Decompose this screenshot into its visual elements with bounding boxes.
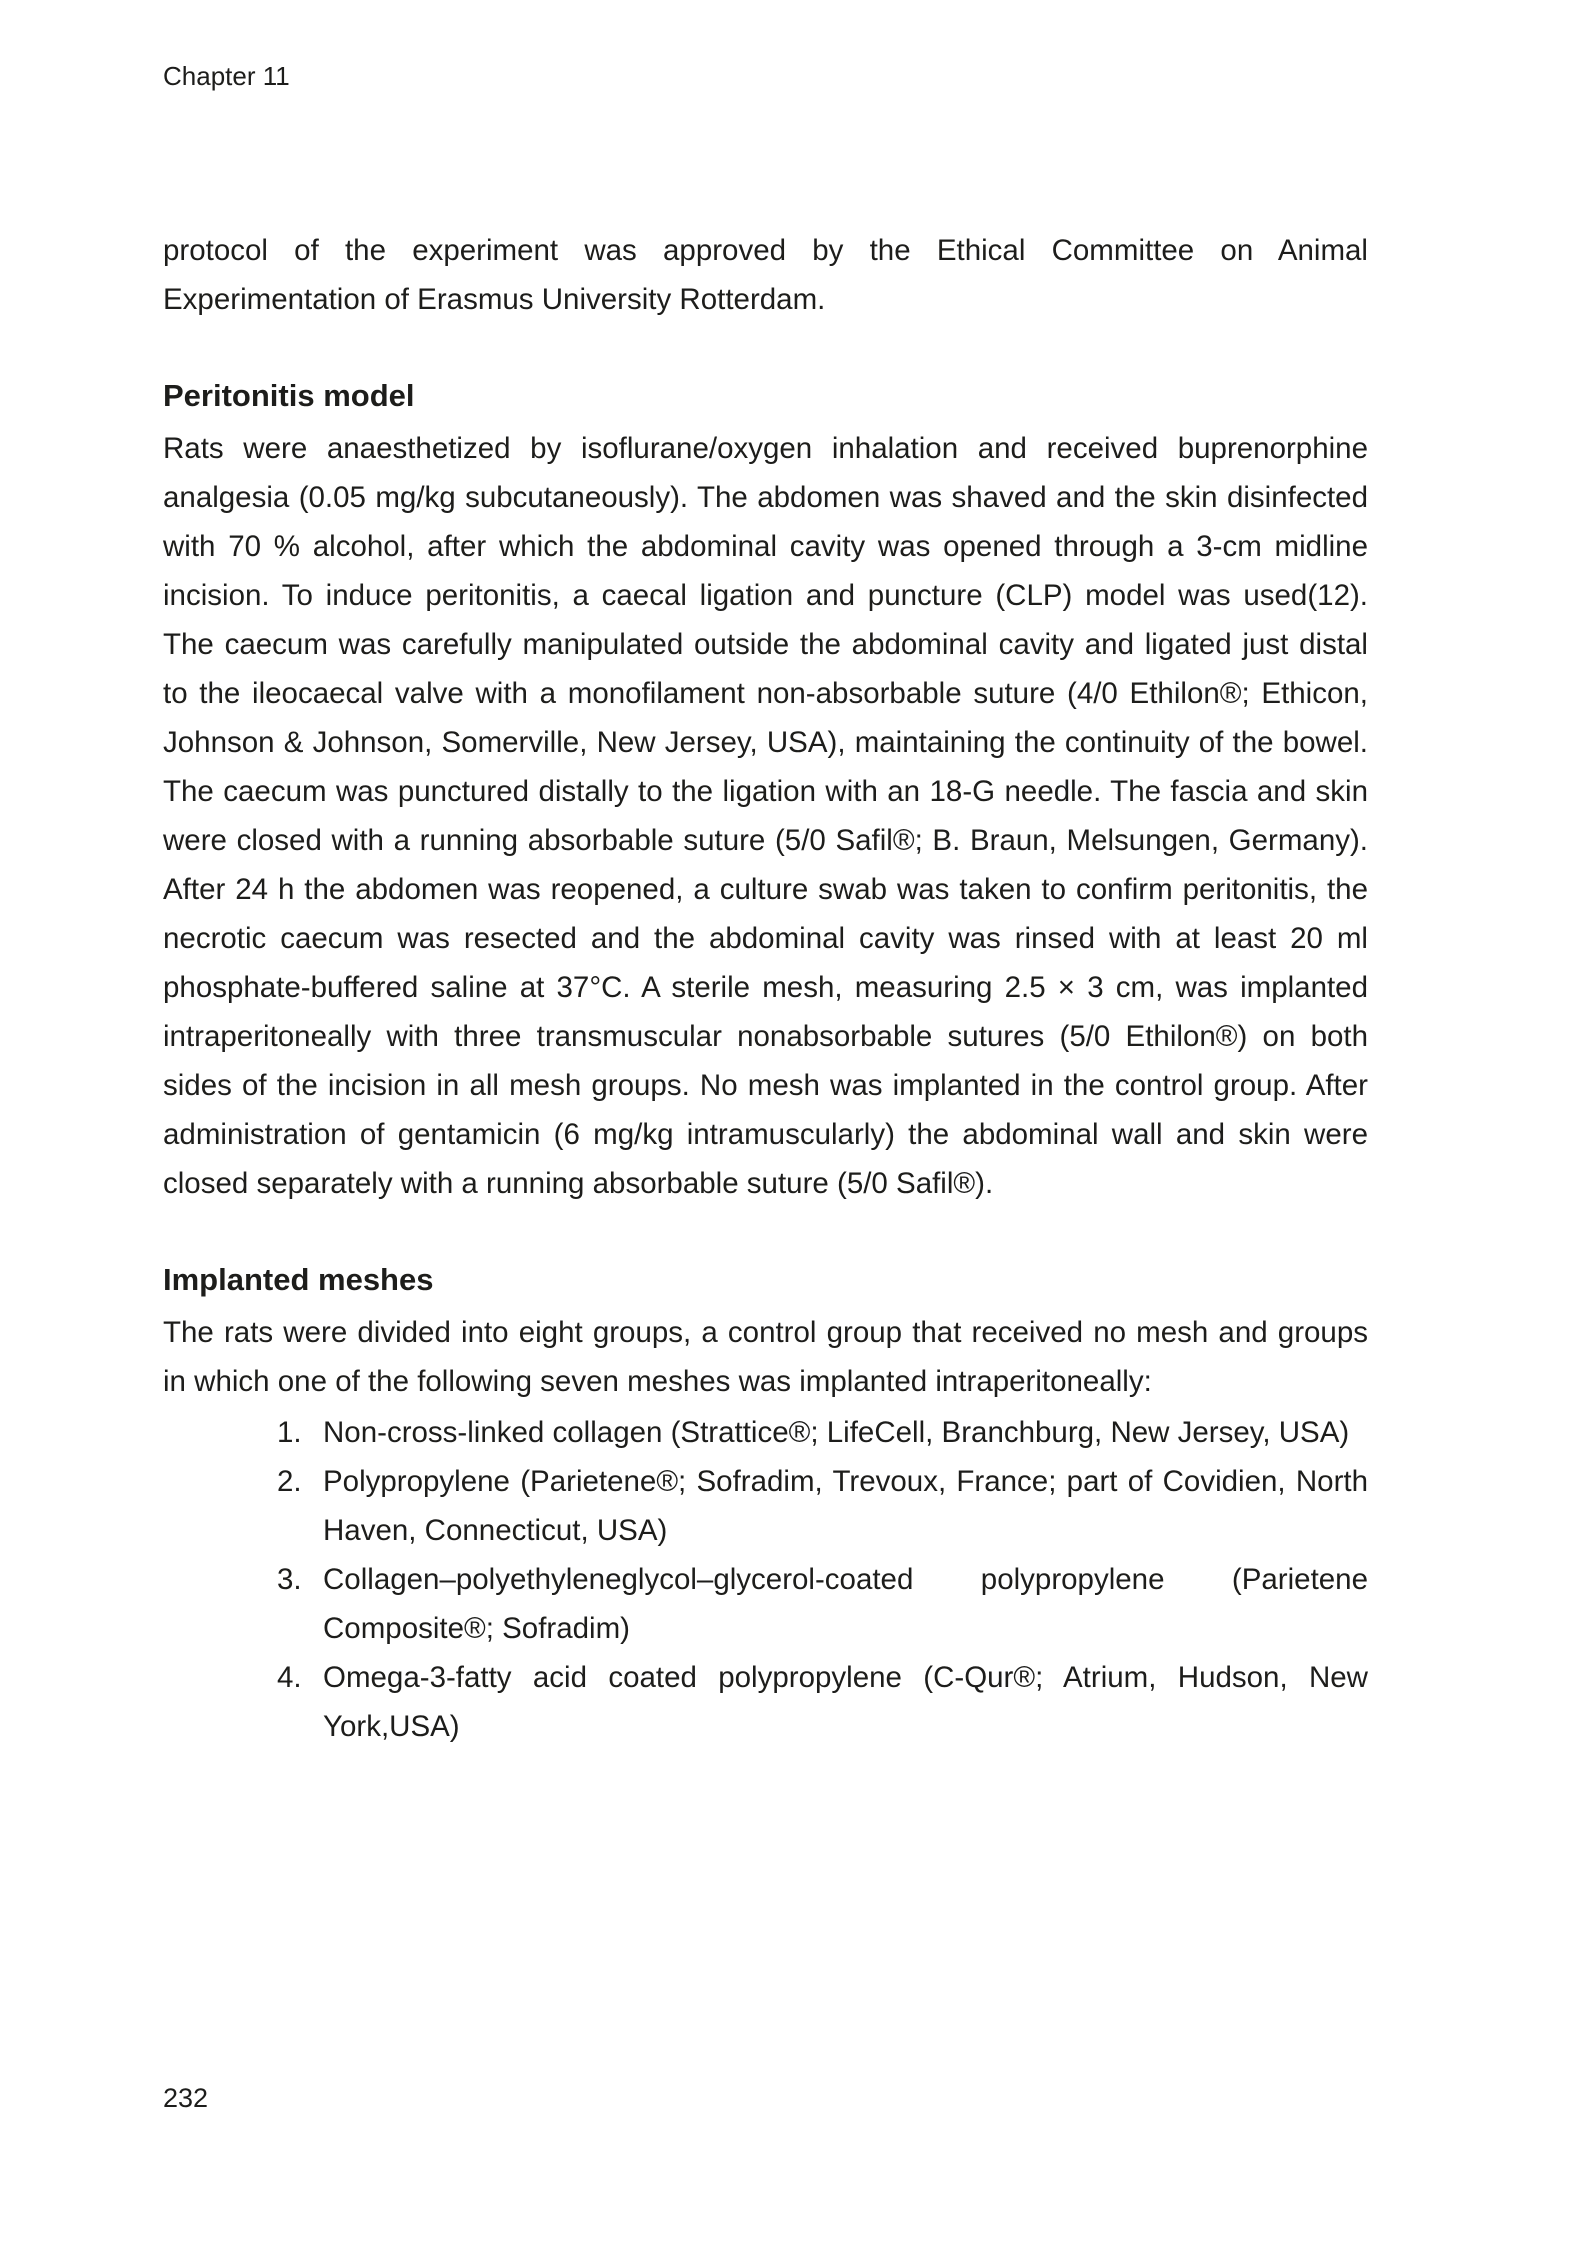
list-item-text: Omega-3-fatty acid coated polypropylene (C-Qur®; Atrium, Hudson, New York,USA) <box>323 1661 1368 1743</box>
list-item-number: 1. <box>277 1416 302 1449</box>
peritonitis-model-paragraph: Rats were anaesthetized by isoflurane/oxygen inhalation and received buprenorphine analgesia (0.05 mg/kg subcutaneously). The abdomen was shaved and the skin disinfected with 70 % alcohol, after which the abdominal cavity was opened through a 3-cm midline incision. To induce peritonitis, a caecal ligation and puncture (CLP) model was used(12). The caecum was carefully manipulated outside the abdominal cavity and ligated just distal to the ileocaecal valve with a monofilament non-absorbable suture (4/0 Ethilon®; Ethicon, Johnson & Johnson, Somerville, New Jersey, USA), maintaining the continuity of the bowel. The caecum was punctured distally to the ligation with an 18-G needle. The fascia and skin were closed with a running absorbable suture (5/0 Safil®; B. Braun, Melsungen, Germany). After 24 h the abdomen was reopened, a culture swab was taken to confirm peritonitis, the necrotic caecum was resected and the abdominal cavity was rinsed with at least 20 ml phosphate-buffered saline at 37°C. A sterile mesh, measuring 2.5 × 3 cm, was implanted intraperitoneally with three transmuscular nonabsorbable sutures (5/0 Ethilon®) on both sides of the incision in all mesh groups. No mesh was implanted in the control group. After administration of gentamicin (6 mg/kg intramuscularly) the abdominal wall and skin were closed separately with a running absorbable suture (5/0 Safil®). <box>163 432 1368 1200</box>
list-item-number: 4. <box>277 1661 302 1694</box>
running-header: Chapter 11 <box>163 61 290 91</box>
page-content <box>163 226 1368 1751</box>
list-item <box>277 1457 1368 1555</box>
list-item <box>277 1653 1368 1751</box>
section-heading-implanted-meshes: Implanted meshes <box>163 1262 434 1297</box>
page-number: 232 <box>163 2083 209 2113</box>
mesh-list <box>163 1408 1368 1751</box>
list-item <box>277 1408 1368 1457</box>
list-item-text: Non-cross-linked collagen (Strattice®; LifeCell, Branchburg, New Jersey, USA) <box>323 1416 1350 1449</box>
list-item <box>277 1555 1368 1653</box>
implanted-meshes-intro-paragraph: The rats were divided into eight groups, a control group that received no mesh and groups in which one of the following seven meshes was implanted intraperitoneally: <box>163 1316 1368 1398</box>
intro-paragraph: protocol of the experiment was approved by the Ethical Committee on Animal Experimentation of Erasmus University Rotterdam. <box>163 234 1368 316</box>
list-item-text: Collagen–polyethyleneglycol–glycerol-coated polypropylene (Parietene Composite®; Sofradim) <box>323 1563 1368 1645</box>
section-heading-peritonitis-model: Peritonitis model <box>163 378 415 413</box>
list-item-text: Polypropylene (Parietene®; Sofradim, Trevoux, France; part of Covidien, North Haven, Connecticut, USA) <box>323 1465 1368 1547</box>
list-item-number: 2. <box>277 1465 302 1498</box>
list-item-number: 3. <box>277 1563 302 1596</box>
